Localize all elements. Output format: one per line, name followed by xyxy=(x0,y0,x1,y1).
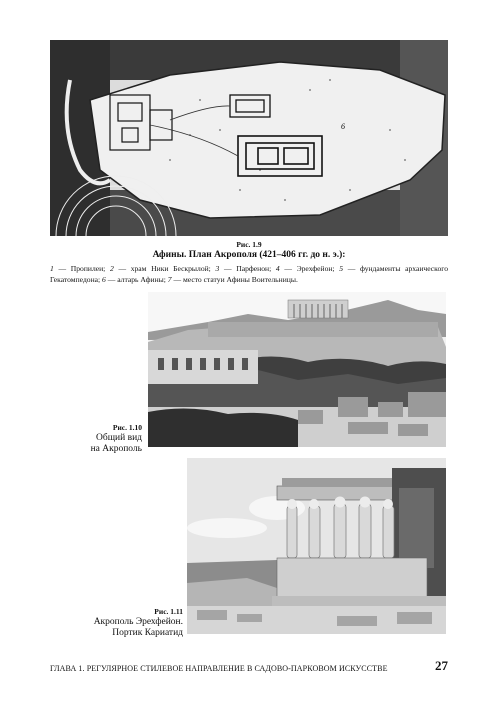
legend-num-4: 4 xyxy=(275,264,280,273)
legend-num-1: 1 xyxy=(50,264,54,273)
acropolis-plan-image xyxy=(50,40,448,236)
figure-1-9-title: Афины. План Акрополя (421–406 гг. до н. э.): xyxy=(152,250,346,260)
page-number: 27 xyxy=(435,658,448,673)
figure-1-11-line2: Портик Кариатид xyxy=(112,628,183,638)
figure-1-11-line1: Акрополь Эрехфейон. xyxy=(93,617,183,627)
figure-1-11-number: Рис. 1.11 xyxy=(154,607,183,616)
legend-text-6: — алтарь Афины; xyxy=(105,275,168,284)
legend-num-3: 3 xyxy=(215,264,220,273)
figure-1-10-line2: на Акрополь xyxy=(90,444,142,454)
legend-num-2: 2 xyxy=(109,264,114,273)
acropolis-general-view-photo xyxy=(148,292,446,447)
legend-num-6: 6 xyxy=(102,275,106,284)
legend-text-1: — Пропилеи; xyxy=(53,264,110,273)
acropolis-plan-drawing xyxy=(50,40,448,236)
plan-marker-6: 6 xyxy=(341,122,345,131)
running-footer-chapter: ГЛАВА 1. РЕГУЛЯРНОЕ СТИЛЕВОЕ НАПРАВЛЕНИЕ В САДОВО-ПАРКОВОМ ИСКУССТВЕ xyxy=(50,664,388,673)
legend-text-7: — место статуи Афины Воительницы. xyxy=(171,275,298,284)
legend-text-2: — храм Ники Бескрылой; xyxy=(113,264,216,273)
acropolis-panorama-drawing xyxy=(148,292,446,447)
legend-num-7: 7 xyxy=(167,275,172,284)
figure-1-10-number: Рис. 1.10 xyxy=(112,423,142,432)
figure-1-11-caption xyxy=(50,607,183,639)
figure-1-10-caption xyxy=(50,423,142,455)
caryatid-porch-drawing xyxy=(187,458,446,634)
legend-text-3: — Парфенон; xyxy=(219,264,276,273)
figure-1-9-legend xyxy=(50,263,448,285)
erechtheion-caryatids-photo xyxy=(187,458,446,634)
figure-1-9-number: Рис. 1.9 xyxy=(236,240,262,249)
legend-text-5: — фундаменты архаического Гекатомпедона; xyxy=(50,264,449,284)
legend-num-5: 5 xyxy=(339,264,344,273)
legend-text-4: — Эрехфейон; xyxy=(279,264,340,273)
figure-1-10-line1: Общий вид xyxy=(96,433,142,443)
